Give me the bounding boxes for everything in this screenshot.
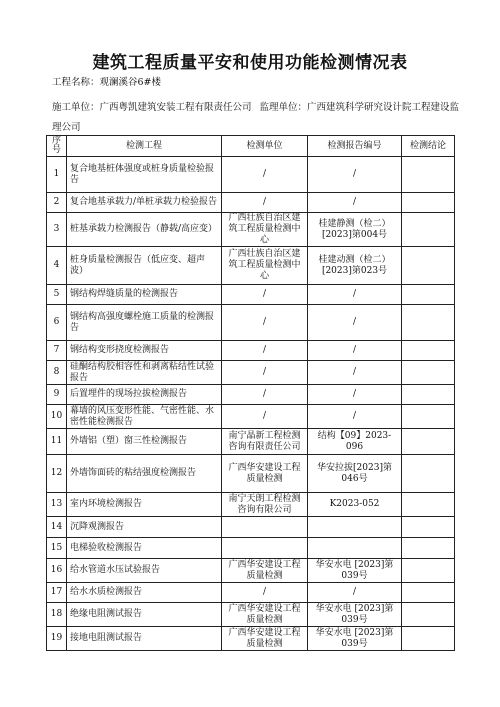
header-no: 序号	[47, 136, 67, 157]
row-item: 复合地基桩体强度或桩身质量检验报告	[67, 157, 222, 193]
row-no: 10	[47, 405, 67, 429]
row-result	[402, 213, 455, 247]
row-no: 17	[47, 583, 67, 603]
row-report: 桂建静测（检二）[2023]第004号	[308, 213, 402, 247]
row-no: 5	[47, 285, 67, 305]
row-unit: /	[222, 361, 308, 385]
header-item: 检测工程	[67, 136, 222, 157]
row-item: 桩基承载力检测报告（静载/高应变）	[67, 213, 222, 247]
row-item: 复合地基承载力/单桩承载力检验报告	[67, 193, 222, 213]
row-result	[402, 341, 455, 361]
row-result	[402, 305, 455, 341]
row-no: 6	[47, 305, 67, 341]
row-item: 幕墙的风压变形性能、气密性能、水密性能检测报告	[67, 405, 222, 429]
contractor-name: 广西粤凯建筑安装工程有限责任公司	[99, 102, 252, 113]
document-title: 建筑工程质量平安和使用功能检测情况表	[92, 53, 408, 73]
project-label: 工程名称：	[52, 77, 100, 88]
row-item: 电梯验收检测报告	[67, 538, 222, 559]
row-no: 7	[47, 341, 67, 361]
row-report	[308, 517, 402, 538]
row-unit: /	[222, 285, 308, 305]
row-item: 硅酮结构胶相容性和剥离粘结性试验报告	[67, 361, 222, 385]
row-no: 19	[47, 627, 67, 651]
row-item: 后置埋件的现场拉拔检测报告	[67, 385, 222, 405]
row-unit: 广西华安建设工程质量检测	[222, 559, 308, 583]
row-report: /	[308, 157, 402, 193]
row-no: 15	[47, 538, 67, 559]
units-line	[52, 98, 462, 138]
table-row	[47, 285, 455, 305]
table-row	[47, 213, 455, 247]
row-result	[402, 517, 455, 538]
row-item: 室内环境检测报告	[67, 493, 222, 517]
table-row	[47, 429, 455, 455]
row-unit: /	[222, 341, 308, 361]
row-result	[402, 538, 455, 559]
table-row	[47, 405, 455, 429]
row-report: 桂建动测（检二）[2023]第023号	[308, 247, 402, 285]
header-report: 检测报告编号	[308, 136, 402, 157]
row-report: /	[308, 285, 402, 305]
row-report: 华安水电 [2023]第039号	[308, 559, 402, 583]
row-report: /	[308, 583, 402, 603]
table-row	[47, 305, 455, 341]
supervisor-name: 广西建筑科学研究设计院工程建设监理公司	[52, 102, 460, 133]
project-name: 观澜溪谷6#楼	[99, 77, 162, 88]
row-unit: /	[222, 385, 308, 405]
table-row	[47, 385, 455, 405]
row-result	[402, 385, 455, 405]
row-report: /	[308, 305, 402, 341]
row-unit	[222, 538, 308, 559]
row-result	[402, 405, 455, 429]
row-report: /	[308, 405, 402, 429]
table-row	[47, 361, 455, 385]
row-result	[402, 559, 455, 583]
row-unit: 广西壮族自治区建筑工程质量检测中心	[222, 213, 308, 247]
row-unit: /	[222, 405, 308, 429]
row-result	[402, 285, 455, 305]
row-report: /	[308, 193, 402, 213]
row-result	[402, 429, 455, 455]
row-result	[402, 583, 455, 603]
row-result	[402, 627, 455, 651]
project-line	[52, 76, 161, 89]
row-result	[402, 361, 455, 385]
table-row	[47, 493, 455, 517]
table-row	[47, 603, 455, 627]
row-report: K2023-052	[308, 493, 402, 517]
contractor-label: 施工单位：	[52, 102, 100, 113]
row-no: 8	[47, 361, 67, 385]
header-unit: 检测单位	[222, 136, 308, 157]
row-no: 11	[47, 429, 67, 455]
table-header-row	[47, 136, 455, 157]
row-no: 1	[47, 157, 67, 193]
table-row	[47, 559, 455, 583]
row-report: 华安水电 [2023]第039号	[308, 603, 402, 627]
row-item: 外墙铝（塑）窗三性检测报告	[67, 429, 222, 455]
row-report: /	[308, 341, 402, 361]
row-report	[308, 538, 402, 559]
row-report: /	[308, 385, 402, 405]
row-result	[402, 247, 455, 285]
row-result	[402, 455, 455, 493]
inspection-table	[46, 135, 455, 651]
row-no: 14	[47, 517, 67, 538]
row-unit: /	[222, 305, 308, 341]
row-unit: 南宁天朗工程检测咨询有限公司	[222, 493, 308, 517]
table-row	[47, 455, 455, 493]
row-report: 结构【09】2023-096	[308, 429, 402, 455]
row-no: 4	[47, 247, 67, 285]
row-no: 16	[47, 559, 67, 583]
row-no: 2	[47, 193, 67, 213]
row-unit: 南宁晶新工程检测咨询有限责任公司	[222, 429, 308, 455]
row-report: /	[308, 361, 402, 385]
row-unit: 广西华安建设工程质量检测	[222, 627, 308, 651]
row-no: 12	[47, 455, 67, 493]
row-item: 桩身质量检测报告（低应变、超声波）	[67, 247, 222, 285]
row-no: 18	[47, 603, 67, 627]
row-item: 给水水质检测报告	[67, 583, 222, 603]
row-item: 绝缘电阻测试报告	[67, 603, 222, 627]
table-row	[47, 538, 455, 559]
row-no: 3	[47, 213, 67, 247]
row-no: 13	[47, 493, 67, 517]
table-row	[47, 247, 455, 285]
supervisor-label: 监理单位：	[259, 102, 308, 113]
row-unit	[222, 517, 308, 538]
table-row	[47, 193, 455, 213]
table-row	[47, 627, 455, 651]
table-row	[47, 157, 455, 193]
row-unit: 广西华安建设工程质量检测	[222, 603, 308, 627]
row-unit: /	[222, 157, 308, 193]
row-item: 接地电阻测试报告	[67, 627, 222, 651]
row-result	[402, 603, 455, 627]
row-result	[402, 193, 455, 213]
table-row	[47, 517, 455, 538]
row-report: 华安水电 [2023]第039号	[308, 627, 402, 651]
row-item: 沉降观测报告	[67, 517, 222, 538]
row-item: 给水管道水压试验报告	[67, 559, 222, 583]
table-row	[47, 583, 455, 603]
table-row	[47, 341, 455, 361]
row-item: 钢结构变形挠度检测报告	[67, 341, 222, 361]
row-result	[402, 493, 455, 517]
table-body	[47, 157, 455, 651]
row-item: 钢结构焊缝质量的检测报告	[67, 285, 222, 305]
row-unit: 广西壮族自治区建筑工程质量检测中心	[222, 247, 308, 285]
row-unit: 广西华安建设工程质量检测	[222, 455, 308, 493]
row-unit: /	[222, 583, 308, 603]
header-result: 检测结论	[402, 136, 455, 157]
row-no: 9	[47, 385, 67, 405]
row-item: 外墙饰面砖的粘结强度检测报告	[67, 455, 222, 493]
row-report: 华安拉拔[2023]第046号	[308, 455, 402, 493]
row-unit: /	[222, 193, 308, 213]
row-item: 钢结构高强度螺栓施工质量的检测报告	[67, 305, 222, 341]
row-result	[402, 157, 455, 193]
